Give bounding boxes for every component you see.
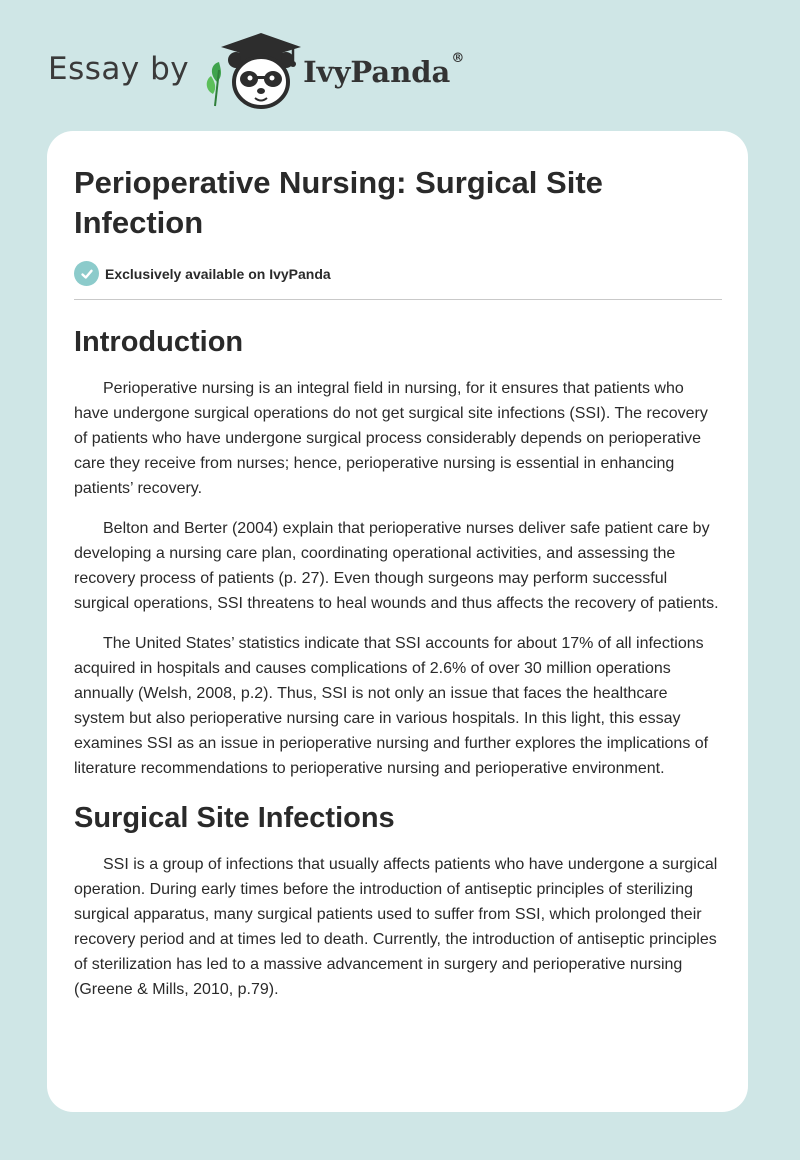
paragraph: Belton and Berter (2004) explain that perioperative nurses deliver safe patient care by developing a nursing care plan, coordinating operational activities, and assessing the recovery process of patients (p. 27). Even though surgeons may perform successful surgical operations, SSI threatens to heal wounds and thus affects the recovery of patients. [74, 520, 719, 612]
section-heading: Introduction [74, 326, 244, 358]
site-header [48, 30, 464, 110]
essay-by-label: Essay by [48, 51, 190, 87]
check-circle-icon [74, 261, 99, 286]
essay-card [47, 131, 748, 1112]
paragraph: Perioperative nursing is an integral field in nursing, for it ensures that patients who have undergone surgical operations do not get surgical site infections (SSI). The recovery of patients who have undergone surgical process considerably depends on perioperative care they receive from nurses; hence, perioperative nursing is essential in enhancing patients’ recovery. [74, 380, 708, 497]
paragraph: SSI is a group of infections that usually affects patients who have undergone a surgical operation. During early times before the introduction of antiseptic principles of sterilizing surgical apparatus, many surgical patients used to suffer from SSI, which prolonged their recovery period and at times led to death. Currently, the introduction of antiseptic principles of sterilization has led to a massive advancement in surgery and perioperative nursing (Greene & Mills, 2010, p.79). [74, 856, 718, 998]
panda-logo-icon[interactable] [203, 30, 301, 110]
section-introduction [74, 324, 722, 781]
brand-name-text: IvyPanda [303, 55, 451, 89]
page-title: Perioperative Nursing: Surgical Site Infection [74, 165, 603, 240]
section-heading: Surgical Site Infections [74, 802, 395, 834]
section-surgical-site-infections [74, 800, 722, 1002]
paragraph: The United States’ statistics indicate that SSI accounts for about 17% of all infections acquired in hospitals and causes complications of 2.6% of over 30 million operations annually (Welsh, 2008, p.2). Thus, SSI is not only an issue that faces the healthcare system but also perioperative nursing care in various hospitals. In this light, this essay examines SSI as an issue in perioperative nursing and further explores the implications of literature recommendations to perioperative nursing and perioperative environment. [74, 635, 709, 777]
registered-mark: ® [451, 51, 465, 66]
title-divider [74, 299, 722, 300]
brand-name[interactable] [303, 51, 465, 89]
exclusive-badge [74, 261, 722, 286]
badge-label: Exclusively available on IvyPanda [105, 265, 331, 282]
